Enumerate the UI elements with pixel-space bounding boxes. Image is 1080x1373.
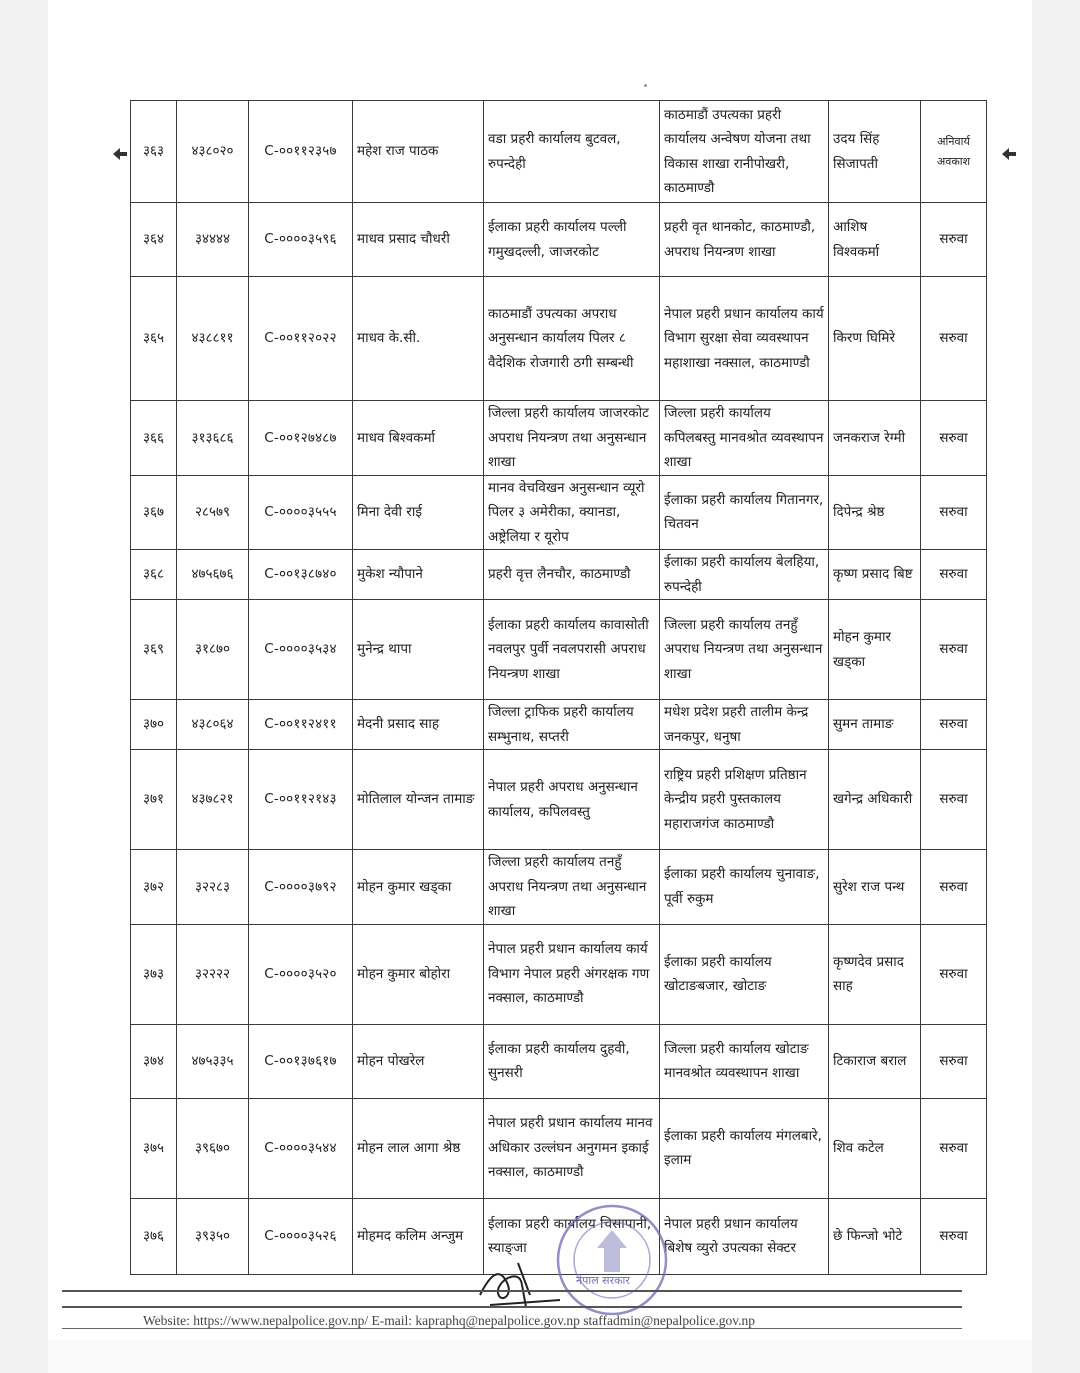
current-office: नेपाल प्रहरी अपराध अनुसन्धान कार्यालय, कपिलवस्तु [484,750,660,850]
code-number: C-००११२१४३ [249,750,353,850]
speck [644,84,647,87]
replacement-name: कृष्ण प्रसाद बिष्ट [829,550,921,600]
footer-contact: Website: https://www.nepalpolice.gov.np/ E-mail: kapraphq@nepalpolice.gov.np staffadmin@nepalpolice.gov.np [143,1313,756,1328]
code-number: C-००००३५४४ [249,1098,353,1198]
remark: सरुवा [921,1198,987,1274]
table-row [131,203,987,277]
code-number: C-००००३७९२ [249,850,353,925]
current-office: जिल्ला प्रहरी कार्यालय तनहुँ अपराध नियन्त्रण तथा अनुसन्धान शाखा [484,850,660,925]
transfer-office: काठमाडौं उपत्यका प्रहरी कार्यालय अन्वेषण योजना तथा विकास शाखा रानीपोखरी, काठमाण्डौ [660,101,829,203]
remark: सरुवा [921,203,987,277]
employee-id: ३९६७० [177,1098,249,1198]
transfer-office: ईलाका प्रहरी कार्यालय मंगलबारे, इलाम [660,1098,829,1198]
table-row [131,101,987,203]
current-office: ईलाका प्रहरी कार्यालय चिसापानी, स्याङ्जा [484,1198,660,1274]
replacement-name: कृष्णदेव प्रसाद साह [829,924,921,1024]
employee-id: ४३७८२१ [177,750,249,850]
employee-id: ३२२८३ [177,850,249,925]
transfer-office: ईलाका प्रहरी कार्यालय बेलहिया, रुपन्देही [660,550,829,600]
employee-name: मुकेश न्यौपाने [353,550,484,600]
transfer-office: प्रहरी वृत थानकोट, काठमाण्डौ, अपराध नियन्त्रण शाखा [660,203,829,277]
code-number: C-००१३७६१७ [249,1024,353,1098]
employee-id: ३१३६८६ [177,401,249,476]
serial-number: ३६४ [131,203,177,277]
code-number: C-००००३५२० [249,924,353,1024]
current-office: ईलाका प्रहरी कार्यालय दुहवी, सुनसरी [484,1024,660,1098]
replacement-name: उदय सिंह सिजापती [829,101,921,203]
transfer-office: जिल्ला प्रहरी कार्यालय खोटाङ मानवश्रोत व्यवस्थापन शाखा [660,1024,829,1098]
serial-number: ३६३ [131,101,177,203]
replacement-name: खगेन्द्र अधिकारी [829,750,921,850]
code-number: C-००११२४११ [249,700,353,750]
transfer-office: ईलाका प्रहरी कार्यालय खोटाङबजार, खोटाङ [660,924,829,1024]
employee-name: मिना देवी राई [353,475,484,550]
code-number: C-००००३५२६ [249,1198,353,1274]
serial-number: ३७० [131,700,177,750]
employee-id: ३९३५० [177,1198,249,1274]
replacement-name: सुमन तामाङ [829,700,921,750]
current-office: ईलाका प्रहरी कार्यालय पल्ली गमुखदल्ली, जाजरकोट [484,203,660,277]
employee-name: मेदनी प्रसाद साह [353,700,484,750]
serial-number: ३६९ [131,600,177,700]
replacement-name: किरण घिमिरे [829,277,921,401]
employee-id: ३४४४४ [177,203,249,277]
remark: सरुवा [921,1098,987,1198]
transfer-office: नेपाल प्रहरी प्रधान कार्यालय कार्य विभाग सुरक्षा सेवा व्यवस्थापन महाशाखा नक्साल, काठमाण्डौ [660,277,829,401]
employee-id: ४३८०६४ [177,700,249,750]
employee-id: ४३८०२० [177,101,249,203]
remark: अनिवार्य अवकाश [921,101,987,203]
serial-number: ३७५ [131,1098,177,1198]
table-row [131,550,987,600]
transfer-office: जिल्ला प्रहरी कार्यालय तनहुँ अपराध नियन्त्रण तथा अनुसन्धान शाखा [660,600,829,700]
table-body [131,101,987,1275]
page-bottom [48,1340,1032,1373]
table-row [131,277,987,401]
serial-number: ३७२ [131,850,177,925]
replacement-name: छे फिन्जो भोटे [829,1198,921,1274]
remark: सरुवा [921,401,987,476]
code-number: C-००००३५५५ [249,475,353,550]
replacement-name: मोहन कुमार खड्का [829,600,921,700]
employee-name: माधव प्रसाद चौधरी [353,203,484,277]
transfer-office: राष्ट्रिय प्रहरी प्रशिक्षण प्रतिष्ठान केन्द्रीय प्रहरी पुस्तकालय महाराजगंज काठमाण्डौ [660,750,829,850]
employee-id: २८५७९ [177,475,249,550]
remark: सरुवा [921,550,987,600]
current-office: वडा प्रहरी कार्यालय बुटवल, रुपन्देही [484,101,660,203]
remark: सरुवा [921,850,987,925]
current-office: प्रहरी वृत्त लैनचौर, काठमाण्डौ [484,550,660,600]
replacement-name: दिपेन्द्र श्रेष्ठ [829,475,921,550]
table-row [131,750,987,850]
table-row [131,475,987,550]
remark: सरुवा [921,600,987,700]
replacement-name: सुरेश राज पन्थ [829,850,921,925]
code-number: C-००११२०२२ [249,277,353,401]
employee-name: मोहन कुमार खड्का [353,850,484,925]
table-row [131,600,987,700]
employee-name: मोहमद कलिम अन्जुम [353,1198,484,1274]
replacement-name: शिव कटेल [829,1098,921,1198]
left-margin-arrow-icon [113,148,127,160]
current-office: जिल्ला ट्राफिक प्रहरी कार्यालय सम्भुनाथ, सप्तरी [484,700,660,750]
table-row [131,401,987,476]
table-row [131,850,987,925]
right-margin-arrow-icon [1002,148,1016,160]
code-number: C-००००३५३४ [249,600,353,700]
code-number: C-००१३८७४० [249,550,353,600]
serial-number: ३७६ [131,1198,177,1274]
table-row [131,1024,987,1098]
current-office: मानव वेचविखन अनुसन्धान व्यूरो पिलर ३ अमेरीका, क्यानडा, अष्ट्रेलिया र यूरोप [484,475,660,550]
serial-number: ३७४ [131,1024,177,1098]
svg-text:नेपाल सरकार: नेपाल सरकार [576,1274,630,1287]
serial-number: ३७३ [131,924,177,1024]
serial-number: ३६५ [131,277,177,401]
employee-name: माधव के.सी. [353,277,484,401]
code-number: C-००००३५९६ [249,203,353,277]
serial-number: ३६७ [131,475,177,550]
transfer-office: मधेश प्रदेश प्रहरी तालीम केन्द्र जनकपुर, धनुषा [660,700,829,750]
current-office: जिल्ला प्रहरी कार्यालय जाजरकोट अपराध नियन्त्रण तथा अनुसन्धान शाखा [484,401,660,476]
replacement-name: टिकाराज बराल [829,1024,921,1098]
serial-number: ३६६ [131,401,177,476]
remark: सरुवा [921,700,987,750]
serial-number: ३६८ [131,550,177,600]
remark: सरुवा [921,475,987,550]
current-office: ईलाका प्रहरी कार्यालय कावासोती नवलपुर पुर्वी नवलपरासी अपराध नियन्त्रण शाखा [484,600,660,700]
replacement-name: जनकराज रेग्मी [829,401,921,476]
employee-name: मोतिलाल योन्जन तामाङ [353,750,484,850]
table-row [131,1098,987,1198]
remark: सरुवा [921,750,987,850]
transfer-table [130,100,987,1275]
employee-id: ४७५३३५ [177,1024,249,1098]
employee-name: महेश राज पाठक [353,101,484,203]
transfer-office: नेपाल प्रहरी प्रधान कार्यालय बिशेष व्युरो उपत्यका सेक्टर [660,1198,829,1274]
employee-id: ३२२२२ [177,924,249,1024]
employee-id: ४३८८११ [177,277,249,401]
replacement-name: आशिष विश्वकर्मा [829,203,921,277]
employee-id: ४७५६७६ [177,550,249,600]
current-office: काठमाडौं उपत्यका अपराध अनुसन्धान कार्यालय पिलर ८ वैदेशिक रोजगारी ठगी सम्बन्धी [484,277,660,401]
current-office: नेपाल प्रहरी प्रधान कार्यालय कार्य विभाग नेपाल प्रहरी अंगरक्षक गण नक्साल, काठमाण्डौ [484,924,660,1024]
employee-name: मोहन लाल आगा श्रेष्ठ [353,1098,484,1198]
footer-rule [62,1290,962,1308]
remark: सरुवा [921,277,987,401]
code-number: C-००११२३५७ [249,101,353,203]
remark: सरुवा [921,924,987,1024]
employee-id: ३१८७० [177,600,249,700]
employee-name: मुनेन्द्र थापा [353,600,484,700]
transfer-office: ईलाका प्रहरी कार्यालय चुनावाङ, पूर्वी रुकुम [660,850,829,925]
code-number: C-००१२७४८७ [249,401,353,476]
table-row [131,700,987,750]
current-office: नेपाल प्रहरी प्रधान कार्यालय मानव अधिकार उल्लंघन अनुगमन इकाई नक्साल, काठमाण्डौ [484,1098,660,1198]
employee-name: माधव बिश्वकर्मा [353,401,484,476]
table-row [131,924,987,1024]
employee-name: मोहन कुमार बोहोरा [353,924,484,1024]
employee-name: मोहन पोखरेल [353,1024,484,1098]
serial-number: ३७१ [131,750,177,850]
transfer-office: ईलाका प्रहरी कार्यालय गितानगर, चितवन [660,475,829,550]
transfer-office: जिल्ला प्रहरी कार्यालय कपिलबस्तु मानवश्रोत व्यवस्थापन शाखा [660,401,829,476]
remark: सरुवा [921,1024,987,1098]
